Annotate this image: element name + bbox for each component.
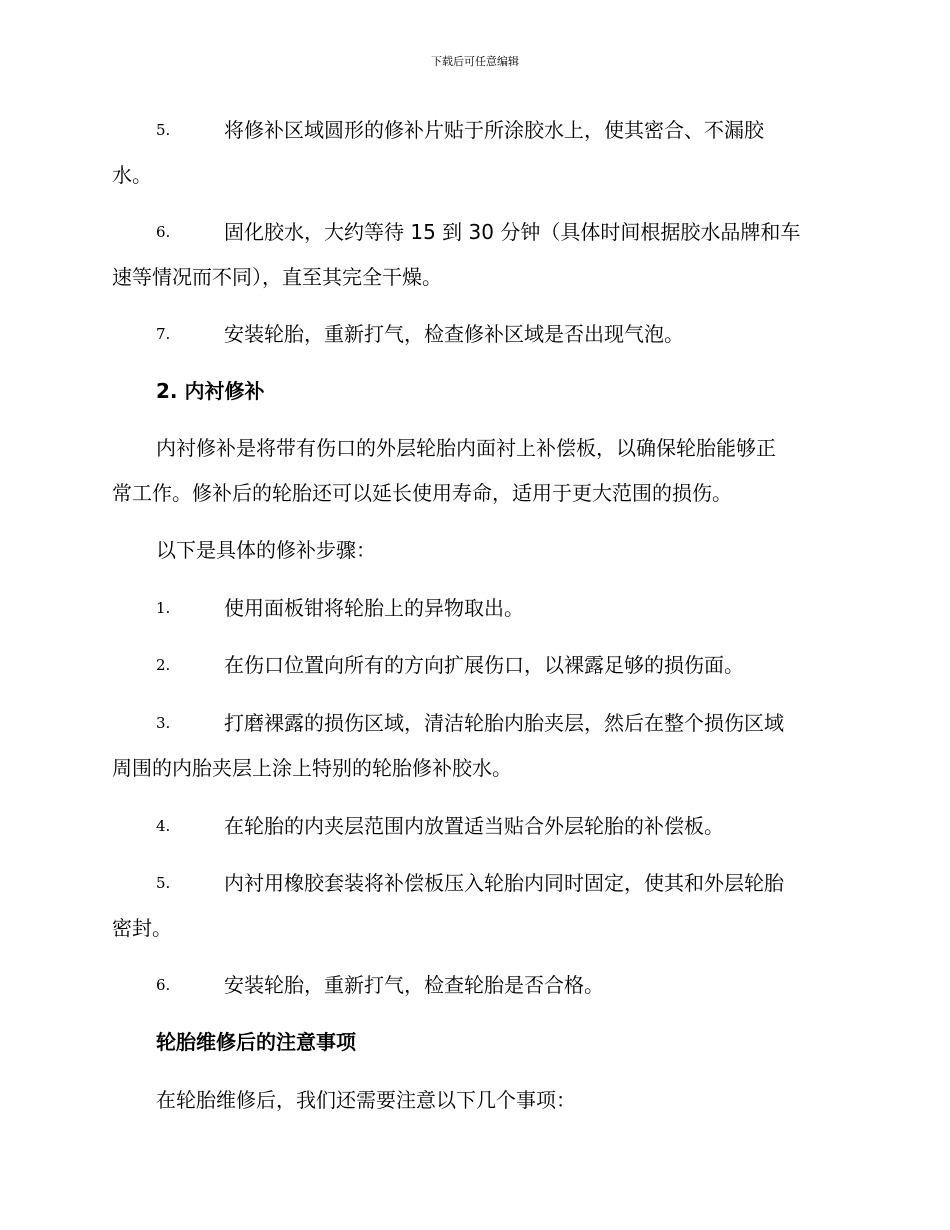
- step-number: 5.: [156, 121, 171, 139]
- step-text: 固化胶水，大约等待 15 到 30 分钟（具体时间根据胶水品牌和车: [224, 220, 801, 244]
- paragraph-line: 以下是具体的修补步骤：: [156, 538, 376, 562]
- page-header: 下载后可任意编辑: [431, 55, 519, 68]
- step-text-continuation: 密封。: [112, 916, 172, 940]
- step-text: 将修补区域圆形的修补片贴于所涂胶水上，使其密合、不漏胶: [224, 118, 764, 142]
- section-heading: 2. 内衬修补: [156, 379, 265, 403]
- step-text-continuation: 周围的内胎夹层上涂上特别的轮胎修补胶水。: [112, 756, 512, 780]
- step-number: 4.: [156, 817, 171, 835]
- paragraph-line: 内衬修补是将带有伤口的外层轮胎内面衬上补偿板，以确保轮胎能够正: [156, 436, 776, 460]
- step-text-continuation: 水。: [112, 163, 152, 187]
- step-number: 1.: [156, 599, 171, 617]
- step-text: 在伤口位置向所有的方向扩展伤口，以裸露足够的损伤面。: [224, 653, 744, 677]
- step-number: 7.: [156, 325, 171, 343]
- section-heading: 轮胎维修后的注意事项: [156, 1030, 356, 1054]
- step-text: 使用面板钳将轮胎上的异物取出。: [224, 596, 524, 620]
- paragraph-line: 常工作。修补后的轮胎还可以延长使用寿命，适用于更大范围的损伤。: [112, 481, 732, 505]
- step-number: 6.: [156, 223, 171, 241]
- step-text: 安装轮胎，重新打气，检查轮胎是否合格。: [224, 973, 604, 997]
- step-text-continuation: 速等情况而不同），直至其完全干燥。: [112, 265, 442, 289]
- step-number: 5.: [156, 874, 171, 892]
- step-text: 内衬用橡胶套装将补偿板压入轮胎内同时固定，使其和外层轮胎: [224, 871, 784, 895]
- step-number: 6.: [156, 976, 171, 994]
- step-number: 3.: [156, 714, 171, 732]
- step-text: 安装轮胎，重新打气，检查修补区域是否出现气泡。: [224, 322, 684, 346]
- paragraph-line: 在轮胎维修后，我们还需要注意以下几个事项：: [156, 1088, 576, 1112]
- step-text: 打磨裸露的损伤区域，清洁轮胎内胎夹层，然后在整个损伤区域: [224, 711, 784, 735]
- step-text: 在轮胎的内夹层范围内放置适当贴合外层轮胎的补偿板。: [224, 814, 724, 838]
- step-number: 2.: [156, 656, 171, 674]
